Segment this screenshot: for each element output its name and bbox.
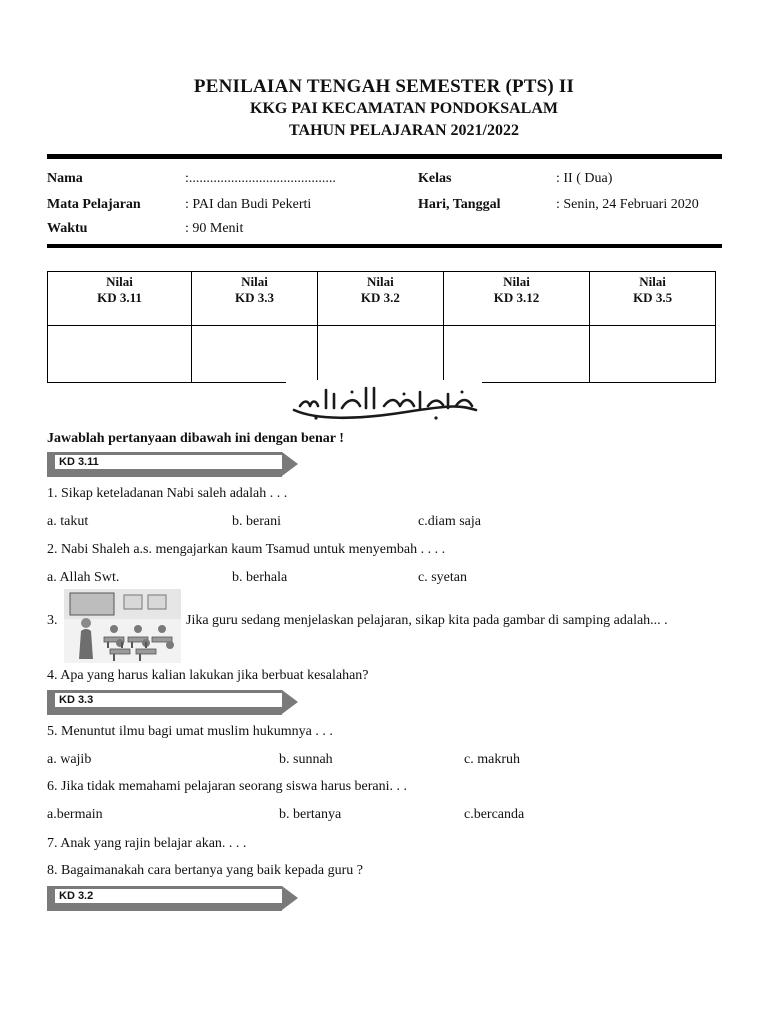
score-header-kd311: Nilai KD 3.11	[48, 272, 192, 326]
q1-option-c: c.diam saja	[418, 514, 481, 529]
score-cell-kd32[interactable]	[317, 326, 443, 383]
question-1: 1. Sikap keteladanan Nabi saleh adalah . . .	[47, 486, 288, 501]
bismillah-calligraphy	[286, 380, 482, 426]
score-header-kd312: Nilai KD 3.12	[443, 272, 589, 326]
score-cell-kd35[interactable]	[590, 326, 716, 383]
waktu-value: : 90 Menit	[185, 221, 244, 236]
exam-title: PENILAIAN TENGAH SEMESTER (PTS) II	[193, 76, 575, 97]
score-cell-kd311[interactable]	[48, 326, 192, 383]
score-cell-kd33[interactable]	[192, 326, 318, 383]
question-3: Jika guru sedang menjelaskan pelajaran, sikap kita pada gambar di samping adalah... .	[186, 613, 668, 628]
exam-subtitle: KKG PAI KECAMATAN PONDOKSALAM	[250, 100, 558, 117]
question-6: 6. Jika tidak memahami pelajaran seorang siswa harus berani. . .	[47, 779, 407, 794]
score-header-kd35: Nilai KD 3.5	[590, 272, 716, 326]
question-5: 5. Menuntut ilmu bagi umat muslim hukumnya . . .	[47, 724, 333, 739]
instruction: Jawablah pertanyaan dibawah ini dengan benar !	[47, 431, 344, 446]
q2-option-a: a. Allah Swt.	[47, 570, 120, 585]
mapel-value: : PAI dan Budi Pekerti	[185, 197, 312, 212]
q6-option-b: b. bertanya	[279, 807, 342, 822]
hari-label: Hari, Tanggal	[418, 197, 501, 212]
score-cell-kd312[interactable]	[443, 326, 589, 383]
question-8: 8. Bagaimanakah cara bertanya yang baik kepada guru ?	[47, 863, 364, 878]
question-3-number: 3.	[47, 613, 58, 628]
nama-label: Nama	[47, 171, 83, 186]
score-header-kd32: Nilai KD 3.2	[317, 272, 443, 326]
question-7: 7. Anak yang rajin belajar akan. . . .	[47, 836, 247, 851]
q6-option-a: a.bermain	[47, 807, 103, 822]
kelas-value: : II ( Dua)	[556, 171, 613, 186]
info-rule	[47, 244, 722, 248]
q5-option-a: a. wajib	[47, 752, 92, 767]
q1-option-a: a. takut	[47, 514, 89, 529]
q5-option-c: c. makruh	[464, 752, 520, 767]
exam-year: TAHUN PELAJARAN 2021/2022	[289, 122, 519, 139]
hari-value: : Senin, 24 Februari 2020	[556, 197, 699, 212]
mapel-label: Mata Pelajaran	[47, 197, 141, 212]
q5-option-b: b. sunnah	[279, 752, 333, 767]
classroom-illustration	[64, 589, 181, 663]
kelas-label: Kelas	[418, 171, 452, 186]
score-table	[47, 271, 716, 383]
score-header-kd33: Nilai KD 3.3	[192, 272, 318, 326]
question-4: 4. Apa yang harus kalian lakukan jika berbuat kesalahan?	[47, 668, 369, 683]
q2-option-c: c. syetan	[418, 570, 467, 585]
nama-value: :..........................................	[185, 171, 336, 186]
q6-option-c: c.bercanda	[464, 807, 525, 822]
header-rule	[47, 154, 722, 159]
q2-option-b: b. berhala	[232, 570, 288, 585]
question-2: 2. Nabi Shaleh a.s. mengajarkan kaum Tsamud untuk menyembah . . . .	[47, 542, 446, 557]
waktu-label: Waktu	[47, 221, 88, 236]
q1-option-b: b. berani	[232, 514, 281, 529]
